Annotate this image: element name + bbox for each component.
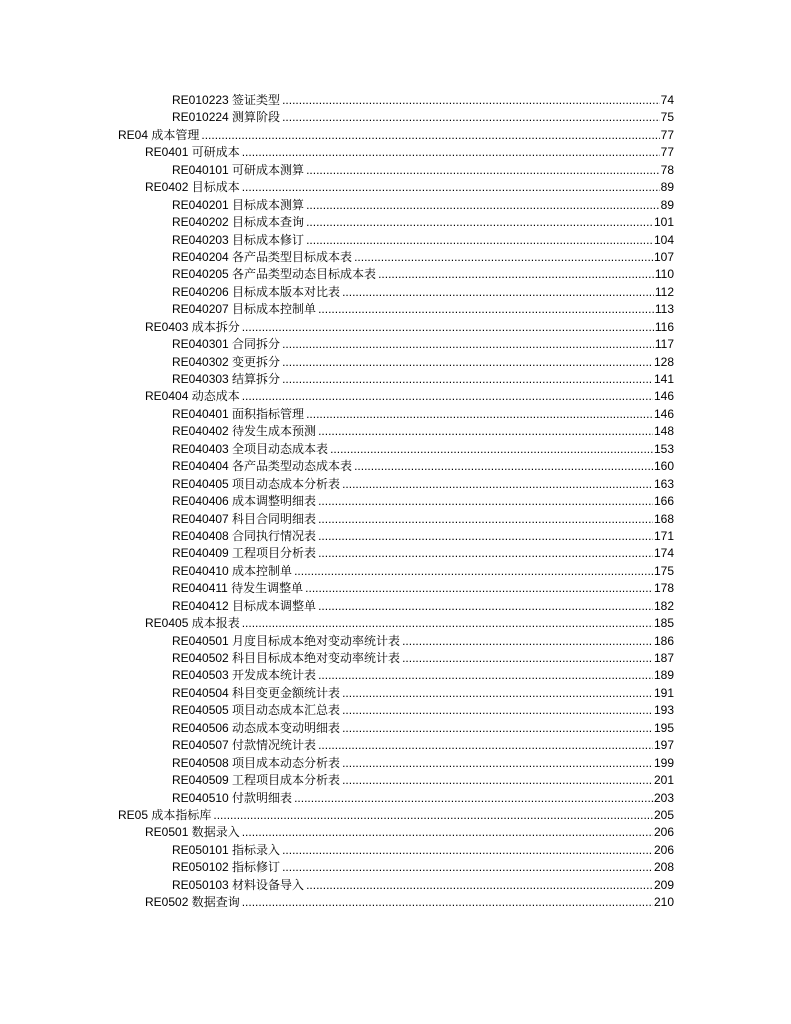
toc-entry[interactable] (0, 406, 791, 423)
toc-entry-page-number: 128 (653, 354, 674, 369)
toc-entry-title: RE040406 成本调整明细表 (172, 494, 317, 509)
toc-dot-leader (242, 894, 653, 911)
toc-entry-line (172, 755, 674, 772)
toc-entry-line (172, 406, 674, 423)
toc-entry-title: RE040407 科目合同明细表 (172, 511, 317, 526)
toc-dot-leader (318, 598, 653, 615)
toc-entry[interactable] (0, 371, 791, 388)
toc-entry-page-number: 112 (654, 284, 674, 299)
toc-dot-leader (282, 371, 653, 388)
toc-entry[interactable] (0, 650, 791, 667)
toc-entry[interactable] (0, 441, 791, 458)
toc-entry-page-number: 166 (653, 494, 674, 509)
toc-entry-page-number: 141 (653, 372, 674, 386)
toc-entry-page-number: 195 (653, 720, 674, 735)
toc-entry-title: RE040502 科目目标成本绝对变动率统计表 (172, 651, 401, 665)
toc-entry-line (172, 162, 674, 179)
toc-entry-page-number: 148 (653, 424, 674, 439)
toc-entry[interactable] (0, 109, 791, 126)
toc-entry-page-number: 89 (660, 180, 674, 195)
toc-dot-leader (201, 127, 659, 144)
toc-entry[interactable] (0, 493, 791, 510)
toc-entry-title: RE040205 各产品类型动态目标成本表 (172, 267, 377, 282)
toc-entry-page-number: 113 (654, 302, 674, 317)
toc-entry[interactable] (0, 702, 791, 719)
toc-entry-page-number: 209 (653, 877, 674, 892)
toc-entry-title: RE050102 指标修订 (172, 860, 281, 875)
toc-entry[interactable] (0, 354, 791, 371)
toc-dot-leader (318, 545, 653, 562)
toc-dot-leader (242, 388, 653, 405)
toc-entry-title: RE010223 签证类型 (172, 93, 281, 107)
toc-entry-line (172, 685, 674, 702)
toc-entry-title: RE040301 合同拆分 (172, 337, 281, 352)
toc-dot-leader (342, 702, 653, 719)
toc-entry-line (172, 92, 674, 109)
toc-entry-page-number: 104 (653, 232, 674, 247)
toc-dot-leader (318, 667, 653, 684)
toc-entry[interactable] (0, 127, 791, 144)
toc-entry-line (145, 824, 674, 841)
toc-entry[interactable] (0, 511, 791, 528)
toc-entry-line (172, 354, 674, 371)
toc-entry-title: RE050103 材料设备导入 (172, 877, 305, 892)
toc-dot-leader (306, 406, 653, 423)
toc-entry-page-number: 187 (653, 651, 674, 665)
toc-entry-line (172, 284, 674, 301)
toc-entry-page-number: 189 (653, 668, 674, 683)
toc-entry-title: RE040408 合同执行情况表 (172, 528, 317, 543)
toc-entry-line (172, 493, 674, 510)
toc-entry-page-number: 178 (653, 581, 674, 596)
toc-entry[interactable] (0, 423, 791, 440)
toc-entry-page-number: 110 (654, 267, 674, 282)
toc-dot-leader (318, 301, 654, 318)
toc-dot-leader (282, 92, 660, 109)
toc-entry[interactable] (0, 737, 791, 754)
toc-entry[interactable] (0, 545, 791, 562)
toc-entry-page-number: 193 (653, 703, 674, 718)
toc-entry[interactable] (0, 232, 791, 249)
toc-entry-page-number: 197 (653, 738, 674, 753)
toc-dot-leader (282, 842, 653, 859)
toc-entry-title: RE040506 动态成本变动明细表 (172, 720, 341, 735)
toc-entry[interactable] (0, 319, 791, 336)
toc-entry-title: RE040404 各产品类型动态成本表 (172, 459, 353, 474)
toc-dot-leader (330, 441, 653, 458)
toc-entry-line (145, 894, 674, 911)
toc-entry-title: RE0403 成本拆分 (145, 319, 240, 334)
toc-entry-page-number: 203 (653, 790, 674, 805)
toc-entry-page-number: 186 (653, 633, 674, 648)
toc-entry-title: RE040207 目标成本控制单 (172, 302, 317, 317)
toc-entry-line (172, 633, 674, 650)
toc-entry[interactable] (0, 476, 791, 493)
toc-entry-line (172, 720, 674, 737)
toc-entry-line (172, 458, 674, 475)
toc-entry-page-number: 191 (653, 685, 674, 700)
toc-dot-leader (354, 458, 653, 475)
toc-dot-leader (306, 162, 660, 179)
toc-entry-page-number: 201 (653, 773, 674, 788)
toc-entry-line (172, 859, 674, 876)
toc-entry-line (172, 249, 674, 266)
toc-dot-leader (294, 790, 653, 807)
toc-dot-leader (318, 493, 653, 510)
toc-entry[interactable] (0, 790, 791, 807)
toc-dot-leader (242, 144, 660, 161)
toc-entry-title: RE050101 指标录入 (172, 842, 281, 857)
toc-entry-title: RE040303 结算拆分 (172, 372, 281, 386)
toc-entry[interactable] (0, 685, 791, 702)
toc-entry-line (145, 144, 674, 161)
toc-dot-leader (342, 772, 653, 789)
toc-entry[interactable] (0, 179, 791, 196)
toc-dot-leader (342, 685, 653, 702)
toc-entry-page-number: 206 (653, 825, 674, 840)
toc-entry[interactable] (0, 249, 791, 266)
toc-entry-title: RE040503 开发成本统计表 (172, 668, 317, 683)
toc-entry[interactable] (0, 92, 791, 109)
toc-entry[interactable] (0, 214, 791, 231)
toc-entry-page-number: 160 (653, 459, 674, 474)
toc-entry-title: RE040302 变更拆分 (172, 354, 281, 369)
toc-entry-title: RE040204 各产品类型目标成本表 (172, 249, 353, 264)
toc-entry-line (172, 842, 674, 859)
toc-entry-line (118, 127, 674, 144)
toc-entry-line (172, 266, 674, 283)
toc-dot-leader (354, 249, 653, 266)
toc-entry-title: RE040203 目标成本修订 (172, 232, 305, 247)
toc-entry[interactable] (0, 284, 791, 301)
toc-entry-page-number: 182 (653, 598, 674, 613)
toc-entry-page-number: 171 (653, 528, 674, 543)
toc-entry-title: RE040505 项目动态成本汇总表 (172, 703, 341, 718)
toc-entry-title: RE040410 成本控制单 (172, 563, 293, 578)
toc-entry[interactable] (0, 877, 791, 894)
toc-entry[interactable] (0, 598, 791, 615)
toc-dot-leader (342, 476, 653, 493)
toc-entry-title: RE040201 目标成本测算 (172, 197, 305, 212)
toc-entry-page-number: 77 (660, 145, 674, 160)
toc-entry-title: RE0502 数据查询 (145, 895, 240, 910)
toc-entry-title: RE040405 项目动态成本分析表 (172, 476, 341, 491)
toc-entry-page-number: 116 (654, 319, 674, 334)
toc-dot-leader (213, 807, 653, 824)
toc-entry-line (172, 511, 674, 528)
toc-dot-leader (318, 423, 653, 440)
toc-entry-title: RE040508 项目成本动态分析表 (172, 755, 341, 770)
toc-entry-page-number: 210 (653, 895, 674, 910)
toc-entry-line (172, 232, 674, 249)
toc-entry-page-number: 153 (653, 441, 674, 456)
toc-entry-title: RE040412 目标成本调整单 (172, 598, 317, 613)
toc-entry-page-number: 117 (654, 337, 674, 352)
toc-dot-leader (306, 197, 660, 214)
toc-entry-title: RE05 成本指标库 (118, 807, 212, 822)
toc-entry[interactable] (0, 266, 791, 283)
toc-entry-line (118, 807, 674, 824)
toc-entry[interactable] (0, 528, 791, 545)
toc-entry-page-number: 77 (660, 127, 674, 142)
toc-entry-line (172, 580, 674, 597)
toc-entry-title: RE040403 全项目动态成本表 (172, 441, 329, 456)
toc-dot-leader (242, 615, 653, 632)
toc-dot-leader (318, 528, 653, 545)
toc-entry-title: RE040101 可研成本测算 (172, 162, 305, 177)
toc-entry-line (172, 702, 674, 719)
toc-entry[interactable] (0, 336, 791, 353)
toc-entry-page-number: 101 (653, 215, 674, 230)
toc-entry-title: RE040202 目标成本查询 (172, 215, 305, 230)
toc-entry[interactable] (0, 580, 791, 597)
toc-dot-leader (282, 336, 654, 353)
toc-dot-leader (282, 109, 660, 126)
toc-entry-title: RE010224 测算阶段 (172, 110, 281, 125)
toc-entry-line (145, 319, 674, 336)
toc-entry-line (145, 615, 674, 632)
toc-entry-page-number: 146 (653, 389, 674, 404)
toc-entry-title: RE040504 科目变更金额统计表 (172, 685, 341, 700)
toc-entry-title: RE040206 目标成本版本对比表 (172, 284, 341, 299)
toc-entry-page-number: 74 (660, 93, 674, 107)
toc-dot-leader (242, 319, 654, 336)
toc-entry[interactable] (0, 301, 791, 318)
toc-entry[interactable] (0, 667, 791, 684)
toc-entry-title: RE040402 待发生成本预测 (172, 424, 317, 439)
toc-dot-leader (306, 232, 653, 249)
toc-entry-line (172, 197, 674, 214)
toc-entry[interactable] (0, 458, 791, 475)
toc-entry-line (172, 667, 674, 684)
toc-entry-line (172, 877, 674, 894)
toc-entry-title: RE0402 目标成本 (145, 180, 240, 195)
toc-dot-leader (378, 266, 654, 283)
toc-entry-page-number: 174 (653, 546, 674, 561)
toc-entry-title: RE0401 可研成本 (145, 145, 240, 160)
toc-entry[interactable] (0, 772, 791, 789)
toc-dot-leader (306, 214, 653, 231)
toc-dot-leader (342, 720, 653, 737)
toc-entry-title: RE0405 成本报表 (145, 616, 240, 631)
toc-entry[interactable] (0, 807, 791, 824)
toc-entry-page-number: 185 (653, 616, 674, 631)
toc-entry-line (145, 179, 674, 196)
toc-dot-leader (282, 354, 653, 371)
toc-entry[interactable] (0, 615, 791, 632)
toc-entry-page-number: 163 (653, 476, 674, 491)
toc-entry-title: RE040510 付款明细表 (172, 790, 293, 805)
toc-entry-title: RE040401 面积指标管理 (172, 406, 305, 421)
toc-dot-leader (402, 633, 653, 650)
toc-entry[interactable] (0, 755, 791, 772)
toc-dot-leader (282, 859, 653, 876)
toc-entry[interactable] (0, 633, 791, 650)
toc-entry-line (172, 423, 674, 440)
toc-dot-leader (342, 755, 653, 772)
toc-entry-line (172, 301, 674, 318)
toc-dot-leader (242, 179, 660, 196)
toc-entry-page-number: 168 (653, 511, 674, 526)
toc-dot-leader (318, 511, 653, 528)
toc-entry-title: RE040409 工程项目分析表 (172, 546, 317, 561)
toc-entry[interactable] (0, 563, 791, 580)
toc-entry[interactable] (0, 162, 791, 179)
toc-entry-line (145, 388, 674, 405)
toc-entry-page-number: 107 (653, 249, 674, 264)
toc-entry-page-number: 78 (660, 162, 674, 177)
toc-entry-line (172, 563, 674, 580)
toc-entry-page-number: 75 (660, 110, 674, 125)
toc-dot-leader (342, 284, 654, 301)
toc-entry[interactable] (0, 197, 791, 214)
toc-entry-line (172, 772, 674, 789)
toc-entry-page-number: 89 (660, 197, 674, 212)
toc-entry-line (172, 476, 674, 493)
toc-entry-title: RE0501 数据录入 (145, 825, 240, 840)
toc-entry-line (172, 528, 674, 545)
toc-dot-leader (305, 580, 653, 597)
toc-entry-line (172, 214, 674, 231)
toc-entry-page-number: 208 (653, 860, 674, 875)
toc-entry-title: RE040501 月度目标成本绝对变动率统计表 (172, 633, 401, 648)
toc-entry-line (172, 545, 674, 562)
toc-entry-line (172, 598, 674, 615)
toc-entry[interactable] (0, 720, 791, 737)
toc-entry-page-number: 175 (653, 563, 674, 578)
toc-entry[interactable] (0, 842, 791, 859)
toc-entry-line (172, 336, 674, 353)
toc-entry-page-number: 206 (653, 842, 674, 857)
toc-entry-title: RE040411 待发生调整单 (172, 581, 304, 596)
toc-entry-line (172, 790, 674, 807)
toc-entry-page-number: 146 (653, 406, 674, 421)
toc-dot-leader (318, 737, 653, 754)
toc-dot-leader (402, 650, 653, 667)
toc-entry-line (172, 109, 674, 126)
toc-entry-title: RE040509 工程项目成本分析表 (172, 773, 341, 788)
toc-entry[interactable] (0, 859, 791, 876)
toc-entry-line (172, 371, 674, 388)
toc-entry[interactable] (0, 824, 791, 841)
toc-entry-page-number: 205 (653, 807, 674, 822)
toc-entry-line (172, 441, 674, 458)
toc-dot-leader (306, 877, 653, 894)
toc-entry-title: RE040507 付款情况统计表 (172, 738, 317, 753)
toc-entry-line (172, 650, 674, 667)
toc-dot-leader (242, 824, 653, 841)
toc-entry-title: RE0404 动态成本 (145, 389, 240, 404)
toc-entry-page-number: 199 (653, 755, 674, 770)
toc-entry-line (172, 737, 674, 754)
toc-entry[interactable] (0, 144, 791, 161)
toc-entry[interactable] (0, 894, 791, 911)
table-of-contents (0, 92, 791, 912)
toc-entry[interactable] (0, 388, 791, 405)
toc-dot-leader (294, 563, 653, 580)
toc-entry-title: RE04 成本管理 (118, 127, 200, 142)
